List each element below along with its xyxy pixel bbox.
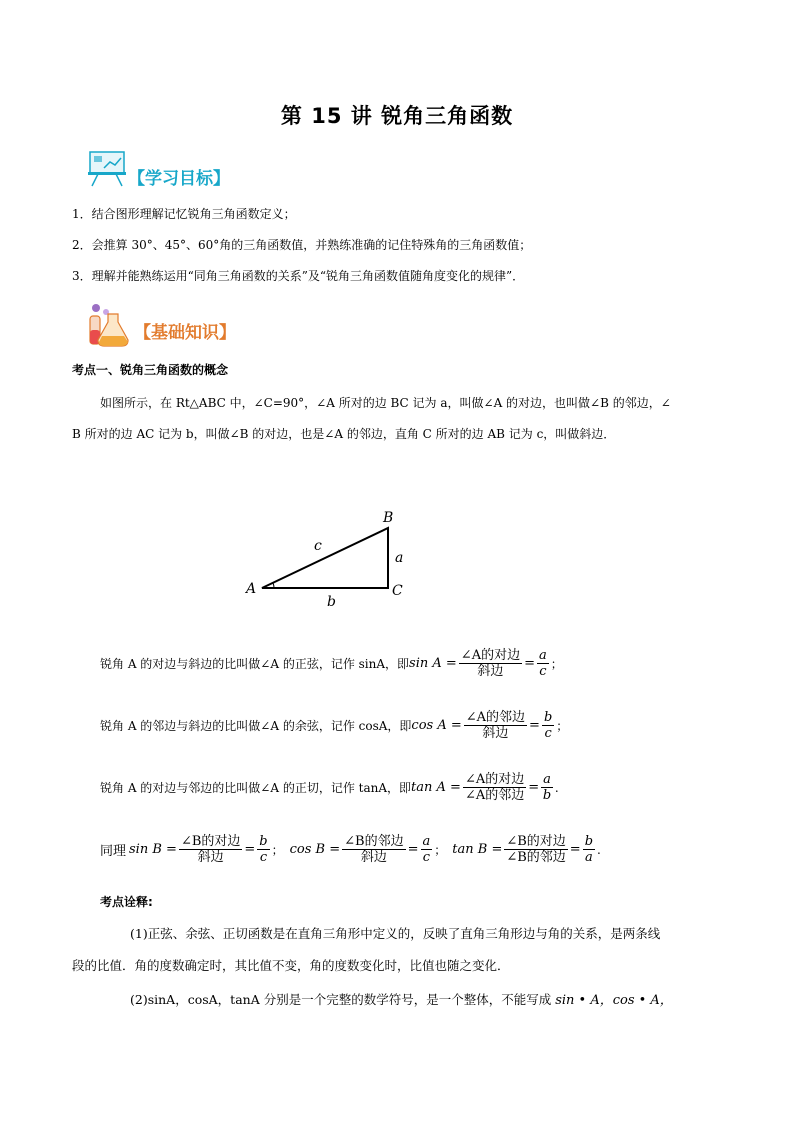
flask-icon	[86, 302, 132, 352]
tangent-fraction-2	[541, 772, 553, 803]
note-1-line-1: (1)正弦、余弦、正切函数是在直角三角形中定义的，反映了直角三角形边与角的关系，是两条线	[130, 926, 661, 941]
cos-b-fraction	[342, 834, 405, 865]
tangent-text: 锐角 A 的对边与邻边的比叫做∠A 的正切，记作 tanA，即	[100, 781, 412, 795]
tan-b-sep: .	[597, 842, 601, 857]
side-c-label: c	[314, 538, 322, 554]
intro-line-2: B 所对的边 AC 记为 b，叫做∠B 的对边，也是∠A 的邻边，直角 C 所对的边 AB 记为 c，叫做斜边．	[72, 427, 616, 441]
tangent-end: .	[554, 780, 559, 795]
cos-b-d2: c	[422, 850, 431, 865]
sine-fraction	[459, 648, 522, 679]
side-a-label: a	[395, 550, 404, 566]
cosine-num: ∠A的邻边	[465, 710, 526, 725]
tan-b-den: ∠B的邻边	[506, 850, 566, 865]
sine-end: ；	[550, 657, 563, 671]
sin-b-lhs: sin B =	[129, 842, 177, 857]
notes-heading: 考点诠释:	[100, 895, 153, 909]
tan-b-fraction-2	[583, 834, 595, 865]
sine-fraction-2	[537, 648, 549, 679]
cos-b-den: 斜边	[360, 850, 387, 865]
cosine-eq: =	[529, 718, 540, 733]
tan-b-lhs: tan B =	[452, 842, 503, 857]
tangent-fraction	[463, 772, 526, 803]
sine-num: ∠A的对边	[460, 648, 521, 663]
tangent-den: ∠A的邻边	[464, 788, 525, 803]
sin-b-d2: c	[259, 850, 268, 865]
sin-b-n2: b	[259, 834, 268, 849]
similar-prefix: 同理	[100, 844, 127, 859]
cos-b-num: ∠B的邻边	[344, 834, 404, 849]
tangent-definition	[100, 772, 559, 803]
cosine-end: ；	[556, 719, 569, 733]
sin-b-sep: ；	[271, 843, 284, 857]
sine-text: 锐角 A 的对边与斜边的比叫做∠A 的正弦，记作 sinA，即	[100, 657, 410, 671]
vertex-b-label: B	[383, 510, 394, 526]
note-2-text: (2)sinA，cosA，tanA 分别是一个完整的数学符号，是一个整体，不能写成	[130, 992, 552, 1007]
tan-b-num: ∠B的对边	[506, 834, 566, 849]
sine-n2: a	[538, 648, 547, 663]
cos-b-sep: ；	[434, 843, 447, 857]
vertex-c-label: C	[392, 583, 403, 599]
sin-b-den: 斜边	[197, 850, 224, 865]
tangent-num: ∠A的对边	[464, 772, 525, 787]
cosine-definition	[100, 710, 568, 741]
tangent-n2: a	[543, 772, 551, 787]
sine-den: 斜边	[477, 664, 504, 679]
cos-b-n2: a	[422, 834, 431, 849]
tan-b-fraction	[504, 834, 567, 865]
note-2	[130, 992, 673, 1009]
sine-definition	[100, 648, 563, 679]
cosine-text: 锐角 A 的邻边与斜边的比叫做∠A 的余弦，记作 cosA，即	[100, 719, 412, 733]
cos-b-lhs: cos B =	[289, 842, 341, 857]
tangent-d2: b	[542, 788, 552, 803]
cosine-d2: c	[544, 726, 552, 741]
sine-eq: =	[524, 656, 535, 671]
cosine-n2: b	[543, 710, 553, 725]
goals-header: 【学习目标】	[128, 169, 230, 189]
sin-b-fraction-2	[257, 834, 269, 865]
cosine-fraction-2	[542, 710, 554, 741]
cosine-den: 斜边	[482, 726, 509, 741]
tangent-eq: =	[528, 780, 540, 795]
kaodian-heading: 考点一、锐角三角函数的概念	[72, 363, 229, 377]
cosine-lhs: cos A =	[411, 718, 462, 733]
note-1-line-2: 段的比值．角的度数确定时，其比值不变，角的度数变化时，比值也随之变化．	[72, 958, 510, 973]
cosine-fraction	[464, 710, 527, 741]
goal-1: 1．结合图形理解记忆锐角三角函数定义；	[72, 207, 296, 221]
tan-b-d2: a	[584, 850, 593, 865]
angle-b-definitions: 同理 sin B = $\frac{\text{∠B的对边}}{\text{斜边}}$ = $\frac{b}{c}$ ； cos B = $\frac{\text{∠B的邻边}}{\text{斜边}}$ = $\frac{a}{c}$ ； tan B = $\frac{\text{∠B的对边}}{\text{∠B的邻边}}$ = $\frac{b}{a}$ .	[100, 834, 601, 865]
cos-b-fraction-2	[421, 834, 433, 865]
note-2-math: sin • A，cos • A，	[555, 993, 673, 1008]
intro-line-1: 如图所示，在 Rt△ABC 中，∠C=90°，∠A 所对的边 BC 记为 a，叫做∠A 的对边，也叫做∠B 的邻边，∠	[100, 396, 671, 410]
sin-b-fraction	[179, 834, 242, 865]
tan-b-n2: b	[584, 834, 594, 849]
basics-header: 【基础知识】	[134, 323, 236, 343]
tangent-lhs: tan A =	[411, 780, 461, 795]
sine-d2: c	[539, 664, 547, 679]
sine-lhs: sin A =	[409, 656, 457, 671]
goal-3: 3．理解并能熟练运用“同角三角函数的关系”及“锐角三角函数值随角度变化的规律”．	[72, 269, 525, 283]
whiteboard-icon	[88, 146, 128, 192]
goal-2: 2．会推算 30°、45°、60°角的三角函数值，并熟练准确的记住特殊角的三角函数值；	[72, 238, 532, 252]
vertex-a-label: A	[246, 581, 257, 597]
right-triangle-figure	[240, 500, 420, 614]
side-b-label: b	[327, 594, 336, 610]
page-title: 第 15 讲 锐角三角函数	[280, 104, 514, 128]
sin-b-num: ∠B的对边	[180, 834, 241, 849]
